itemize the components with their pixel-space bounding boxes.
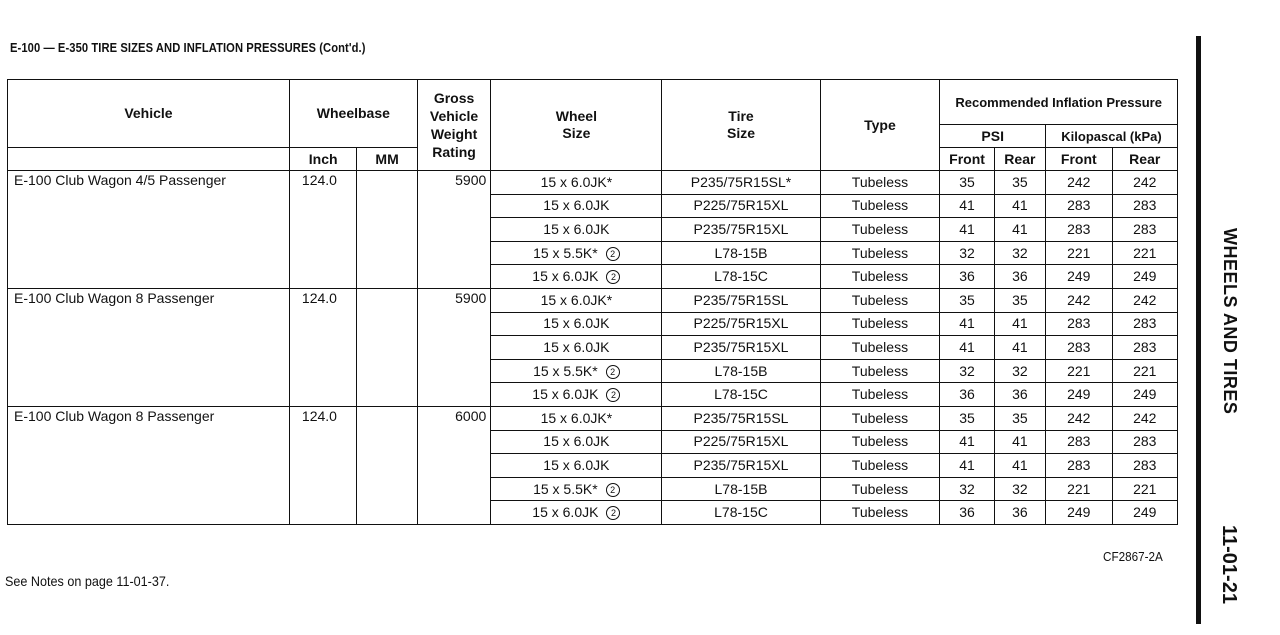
type-cell: Tubeless [820,171,940,195]
psi-front-cell: 36 [940,265,994,289]
kpa-front-cell: 283 [1046,336,1112,360]
footnote-marker: 2 [606,483,620,497]
footnote-marker: 2 [606,388,620,402]
tire-size-cell: L78-15B [662,359,820,383]
kpa-front-cell: 283 [1046,454,1112,478]
psi-rear-cell: 41 [994,336,1045,360]
kpa-front-cell: 242 [1046,171,1112,195]
psi-rear-cell: 41 [994,430,1045,454]
wheelbase-inch-cell: 124.0 [289,171,356,289]
tire-size-cell: P235/75R15XL [662,454,820,478]
kpa-front-cell: 221 [1046,477,1112,501]
tire-size-cell: P235/75R15SL* [662,171,820,195]
tire-size-cell: P235/75R15XL [662,336,820,360]
wheel-size-cell [491,312,662,336]
type-cell: Tubeless [820,406,940,430]
psi-rear-cell: 41 [994,454,1045,478]
table-row [8,288,1178,312]
table-body [8,171,1178,525]
psi-rear-cell: 35 [994,288,1045,312]
psi-front-cell: 41 [940,194,994,218]
footnote-marker: 2 [606,247,620,261]
kpa-front-cell: 221 [1046,359,1112,383]
psi-front-cell: 41 [940,454,994,478]
psi-front-cell: 41 [940,336,994,360]
psi-rear-cell: 32 [994,359,1045,383]
header-wb-mm: MM [357,148,417,171]
psi-front-cell: 32 [940,477,994,501]
type-cell: Tubeless [820,501,940,525]
kpa-rear-cell: 249 [1112,383,1178,407]
tire-size-cell: P225/75R15XL [662,194,820,218]
kpa-front-cell: 242 [1046,288,1112,312]
wheel-size-text: 15 x 5.5K* [533,244,598,261]
header-gvw: Gross Vehicle Weight Rating [417,80,491,171]
footnote-marker: 2 [606,365,620,379]
type-cell: Tubeless [820,312,940,336]
psi-rear-cell: 36 [994,383,1045,407]
header-wheel-size: Wheel Size [491,80,662,171]
header-psi-rear: Rear [994,148,1045,171]
tire-size-cell: P225/75R15XL [662,430,820,454]
wheel-size-cell [491,265,662,289]
psi-front-cell: 41 [940,430,994,454]
figure-id: CF2867-2A [1103,549,1163,564]
wheel-size-cell [491,288,662,312]
wheel-size-text: 15 x 6.0JK [543,197,610,214]
kpa-rear-cell: 221 [1112,359,1178,383]
psi-rear-cell: 41 [994,194,1045,218]
kpa-rear-cell: 221 [1112,241,1178,265]
header-vehicle-blank [8,148,290,171]
kpa-rear-cell: 221 [1112,477,1178,501]
kpa-rear-cell: 242 [1112,171,1178,195]
vehicle-cell: E-100 Club Wagon 4/5 Passenger [8,171,290,289]
gvw-cell: 6000 [417,406,491,524]
tire-size-cell: P235/75R15SL [662,288,820,312]
wheel-size-text: 15 x 5.5K* [533,480,598,497]
header-wheelbase: Wheelbase [289,80,417,148]
kpa-front-cell: 283 [1046,430,1112,454]
kpa-front-cell: 283 [1046,218,1112,242]
wheel-size-cell [491,171,662,195]
psi-front-cell: 32 [940,241,994,265]
wheel-size-cell [491,194,662,218]
wheel-size-cell [491,218,662,242]
type-cell: Tubeless [820,288,940,312]
header-psi: PSI [940,125,1046,148]
psi-rear-cell: 36 [994,501,1045,525]
kpa-front-cell: 249 [1046,383,1112,407]
type-cell: Tubeless [820,454,940,478]
table-header [8,80,1178,171]
kpa-front-cell: 283 [1046,312,1112,336]
psi-rear-cell: 36 [994,265,1045,289]
wheel-size-text: 15 x 6.0JK [532,386,599,403]
tire-size-cell: P235/75R15XL [662,218,820,242]
wheel-size-cell [491,383,662,407]
wheel-size-text: 15 x 6.0JK [543,338,610,355]
wheel-size-cell [491,406,662,430]
type-cell: Tubeless [820,430,940,454]
wheel-size-text: 15 x 6.0JK* [540,409,613,426]
psi-front-cell: 35 [940,171,994,195]
header-kpa-front: Front [1046,148,1112,171]
kpa-rear-cell: 283 [1112,454,1178,478]
psi-rear-cell: 41 [994,218,1045,242]
wheel-size-text: 15 x 6.0JK* [540,291,613,308]
psi-rear-cell: 32 [994,241,1045,265]
type-cell: Tubeless [820,336,940,360]
header-kpa-rear: Rear [1112,148,1178,171]
type-cell: Tubeless [820,477,940,501]
kpa-rear-cell: 242 [1112,406,1178,430]
header-vehicle: Vehicle [8,80,290,148]
psi-front-cell: 32 [940,359,994,383]
header-kpa: Kilopascal (kPa) [1046,125,1178,148]
tire-size-cell: P235/75R15SL [662,406,820,430]
wheel-size-text: 15 x 5.5K* [533,362,598,379]
wheel-size-cell [491,454,662,478]
psi-rear-cell: 35 [994,171,1045,195]
vehicle-cell: E-100 Club Wagon 8 Passenger [8,406,290,524]
wheel-size-text: 15 x 6.0JK [543,433,610,450]
wheelbase-inch-cell: 124.0 [289,288,356,406]
wheel-size-cell [491,501,662,525]
tire-size-cell: L78-15C [662,501,820,525]
kpa-rear-cell: 283 [1112,430,1178,454]
kpa-rear-cell: 283 [1112,194,1178,218]
tire-size-cell: L78-15C [662,265,820,289]
page-number: 11-01-21 [1218,525,1240,604]
wheel-size-cell [491,241,662,265]
notes-reference: See Notes on page 11-01-37. [5,573,170,589]
section-tab-label: WHEELS AND TIRES [1220,228,1240,415]
header-psi-front: Front [940,148,994,171]
wheel-size-text: 15 x 6.0JK [543,315,610,332]
wheel-size-text: 15 x 6.0JK* [540,173,613,190]
type-cell: Tubeless [820,265,940,289]
wheel-size-text: 15 x 6.0JK [532,504,599,521]
gvw-cell: 5900 [417,171,491,289]
header-tire-size: Tire Size [662,80,820,171]
kpa-rear-cell: 249 [1112,265,1178,289]
wheel-size-cell [491,359,662,383]
kpa-front-cell: 221 [1046,241,1112,265]
kpa-front-cell: 242 [1046,406,1112,430]
wheel-size-text: 15 x 6.0JK [532,268,599,285]
psi-front-cell: 35 [940,406,994,430]
header-recommended-pressure: Recommended Inflation Pressure [940,80,1178,125]
wheel-size-text: 15 x 6.0JK [543,220,610,237]
page-title: E-100 — E-350 TIRE SIZES AND INFLATION PRESSURES (Cont'd.) [10,40,366,55]
kpa-front-cell: 249 [1046,265,1112,289]
kpa-rear-cell: 242 [1112,288,1178,312]
type-cell: Tubeless [820,218,940,242]
kpa-rear-cell: 283 [1112,312,1178,336]
wheel-size-cell [491,430,662,454]
wheel-size-cell [491,336,662,360]
tire-size-cell: L78-15B [662,477,820,501]
wheel-size-cell [491,477,662,501]
tire-size-cell: L78-15C [662,383,820,407]
table-row [8,171,1178,195]
page-edge-bar [1196,36,1201,624]
type-cell: Tubeless [820,241,940,265]
kpa-rear-cell: 283 [1112,336,1178,360]
psi-rear-cell: 32 [994,477,1045,501]
footnote-marker: 2 [606,506,620,520]
type-cell: Tubeless [820,383,940,407]
type-cell: Tubeless [820,359,940,383]
psi-rear-cell: 35 [994,406,1045,430]
kpa-rear-cell: 283 [1112,218,1178,242]
wheel-size-text: 15 x 6.0JK [543,456,610,473]
kpa-front-cell: 249 [1046,501,1112,525]
psi-front-cell: 41 [940,312,994,336]
vehicle-cell: E-100 Club Wagon 8 Passenger [8,288,290,406]
wheelbase-mm-cell [357,288,417,406]
psi-front-cell: 41 [940,218,994,242]
header-wb-inch: Inch [289,148,356,171]
tire-size-cell: P225/75R15XL [662,312,820,336]
footnote-marker: 2 [606,270,620,284]
wheelbase-mm-cell [357,171,417,289]
psi-front-cell: 35 [940,288,994,312]
gvw-cell: 5900 [417,288,491,406]
tire-size-cell: L78-15B [662,241,820,265]
tire-pressure-table [7,79,1178,525]
header-type: Type [820,80,940,171]
wheelbase-inch-cell: 124.0 [289,406,356,524]
kpa-front-cell: 283 [1046,194,1112,218]
table-row [8,406,1178,430]
psi-front-cell: 36 [940,383,994,407]
type-cell: Tubeless [820,194,940,218]
kpa-rear-cell: 249 [1112,501,1178,525]
psi-front-cell: 36 [940,501,994,525]
psi-rear-cell: 41 [994,312,1045,336]
wheelbase-mm-cell [357,406,417,524]
